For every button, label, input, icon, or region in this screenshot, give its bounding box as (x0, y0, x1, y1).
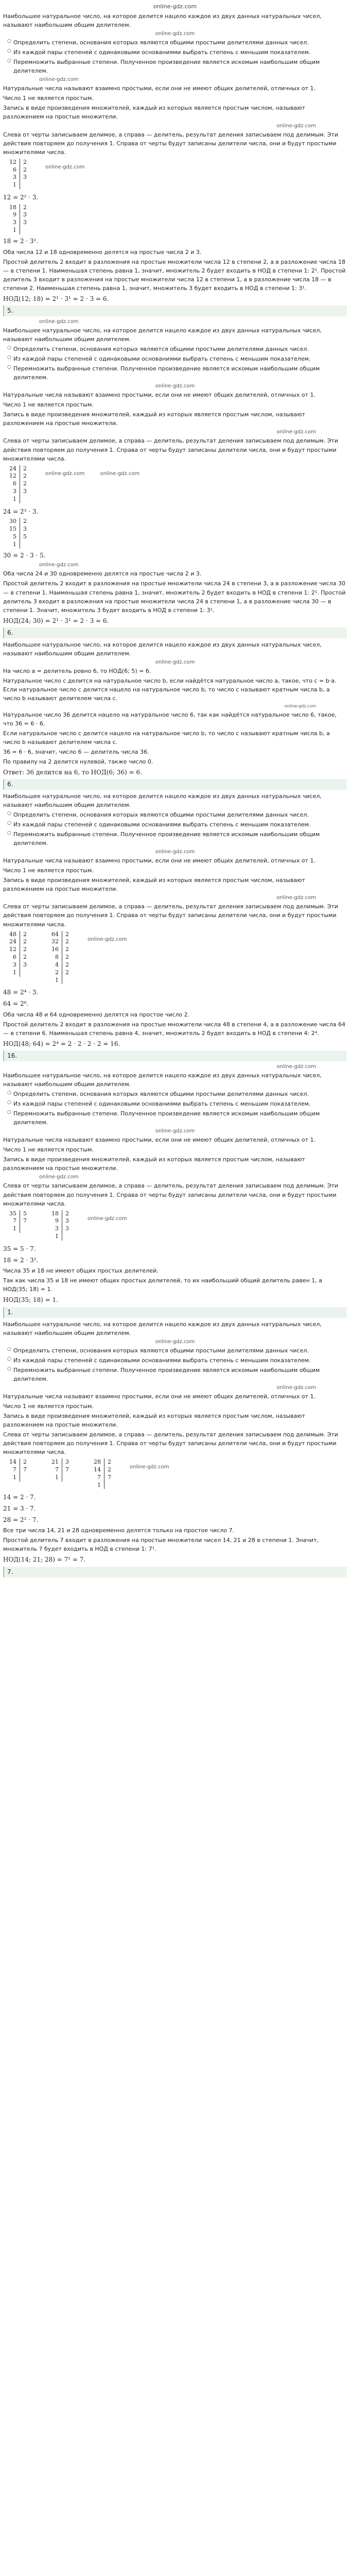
dividend-cell: 7 (48, 1466, 62, 1474)
gcd-steps-list (3, 1346, 347, 1383)
divisor-cell: 2 (23, 954, 27, 961)
divisor-cell: 3 (23, 219, 27, 226)
divisor-cell: 3 (23, 211, 27, 218)
gcd-step: ○ Из каждой пары степеней с одинаковыми основаниями выбрать степень с меньшим показателем. (7, 1356, 347, 1365)
factor-table-24 (6, 465, 30, 503)
watermark: online-gdz.com (276, 123, 316, 129)
gcd-steps-list (3, 810, 347, 848)
gcd-step: ○ Из каждой пары степеней с одинаковыми основаниями выбрать степень с меньшим показателем. (7, 1099, 347, 1108)
dividend-cell: 6 (6, 166, 20, 174)
expansion: 24 = 2³ · 3. (3, 507, 39, 515)
divisor-cell: 3 (23, 526, 27, 533)
answer-number: 16. (3, 1050, 347, 1061)
factorization-rule: Запись в виде произведения множителей, каждый из которых является простым числом, называют разложением на простые множители. (3, 877, 305, 893)
dividend-cell: 14 (6, 1459, 20, 1466)
solution-section-4 (3, 792, 347, 1048)
divisor-cell: 2 (23, 472, 27, 480)
watermark: online-gdz.com (87, 1215, 127, 1222)
divisor-cell: 3 (65, 1217, 69, 1225)
factor-table-12 (6, 159, 30, 189)
dividend-cell: 1 (6, 227, 20, 234)
expansion: 35 = 5 · 7. (3, 1245, 36, 1252)
line: Если натуральное число c делится нацело на натуральное число b, то число c называют кратным числа b, а число b называют делителем числа c. (3, 730, 330, 745)
dividend-cell: 3 (6, 219, 20, 227)
divisor-cell: 2 (65, 954, 69, 961)
factorization-rule: Запись в виде произведения множителей, каждый из которых является простым числом, называют разложением на простые множители. (3, 1156, 305, 1172)
site-brand[interactable]: online-gdz.com (153, 3, 197, 10)
gcd-definition: Наибольшее натуральное число, на которое делится нацело каждое из двух данных натуральных чисел, называют наибольшим общим делителем. (3, 641, 322, 657)
divisor-cell: 3 (23, 174, 27, 181)
dividend-cell: 16 (48, 946, 62, 954)
divisor-cell: 7 (23, 1217, 27, 1225)
explanation-detail: Простой делитель 7 входит в разложения на простые множители чисел 14, 21 и 28 в степени 1. Значит, множитель 7 будет входить в НОД в степени 1: 7¹. (3, 1537, 319, 1553)
coprime-section: Числа 35 и 18 не имеют общих простых делителей. (3, 1267, 159, 1275)
divisor-cell: 2 (23, 946, 27, 953)
watermark: online-gdz.com (100, 470, 140, 477)
watermark: online-gdz.com (39, 1174, 79, 1180)
dividend-cell: 1 (6, 1474, 20, 1482)
factor-table-28 (91, 1459, 114, 1489)
answer-number: 6. (3, 628, 347, 638)
divisor-cell: 2 (65, 938, 69, 945)
divisor-cell: 2 (23, 166, 27, 173)
divisor-cell: 3 (65, 1459, 69, 1466)
expansion: 18 = 2 · 3². (3, 238, 39, 245)
watermark: online-gdz.com (155, 849, 195, 855)
divisor-cell: 7 (108, 1473, 111, 1481)
dividend-cell: 7 (6, 1466, 20, 1474)
divisor-cell: 2 (23, 480, 27, 487)
expansion: 64 = 2⁶. (3, 1000, 29, 1008)
divisor-cell: 2 (23, 158, 27, 165)
dividend-cell: 24 (6, 938, 20, 946)
divisor-cell (20, 496, 30, 503)
factor-table-48 (6, 931, 30, 977)
divisor-cell: 2 (65, 969, 69, 976)
watermark: online-gdz.com (39, 562, 79, 568)
one-not-prime: Число 1 не является простым. (3, 95, 94, 102)
explanation: Оба числа 12 и 18 одновременно делятся на простые числа 2 и 3. (3, 248, 202, 256)
divisor-cell (20, 227, 30, 234)
coprime-definition: Натуральные числа называют взаимно простыми, если они не имеют общих делителей, отличных от 1. (3, 392, 316, 399)
expansion: 12 = 2² · 3. (3, 194, 39, 201)
gcd-steps-list (3, 1090, 347, 1127)
factor-table-30 (6, 518, 30, 548)
dividend-cell: 28 (91, 1459, 104, 1466)
one-not-prime: Число 1 не является простым. (3, 1146, 94, 1154)
divisor-cell: 7 (23, 1466, 27, 1473)
divisor-cell (20, 1474, 30, 1482)
divisor-cell: 3 (23, 961, 27, 968)
dividend-cell: 21 (48, 1459, 62, 1466)
zero-divisors: По правилу на 2 делится нулевой, также число 0. (3, 758, 153, 765)
result: НОД(14; 21; 28) = 7¹ = 7. (3, 1556, 86, 1564)
watermark: online-gdz.com (39, 77, 79, 83)
result: НОД(48; 64) = 2⁴ = 2 · 2 · 2 · 2 = 16. (3, 1040, 120, 1047)
dividend-cell: 6 (6, 954, 20, 961)
divisor-cell: 2 (65, 961, 69, 968)
gcd-step: ○ Перемножить выбранные степени. Полученное произведение является искомым наибольшим общим делителем. (7, 830, 347, 848)
expansion: 18 = 2 · 3². (3, 1256, 39, 1264)
explanation: Оба числа 24 и 30 одновременно делятся на простые числа 2 и 3. (3, 570, 202, 578)
watermark: online-gdz.com (276, 429, 316, 435)
dividend-cell: 3 (6, 488, 20, 496)
watermark: online-gdz.com (276, 1384, 316, 1391)
dividend-cell: 32 (48, 938, 62, 946)
divisor-cell: 7 (65, 1466, 69, 1473)
gcd-steps-list (3, 38, 347, 75)
solution-section-1 (3, 12, 347, 303)
divisor-cell: 2 (23, 1459, 27, 1466)
dividend-cell: 12 (6, 159, 20, 166)
dividend-cell: 1 (6, 1225, 20, 1233)
factor-table-18 (6, 204, 30, 234)
explanation-detail: Простой делитель 2 входит в разложения на простые множители числа 24 в степени 3, а в разложение числа 30 — в степени 1. Наименьшая степень равна 1, значит, множитель 2 будет входить в НОД в степени 1: 2¹. Простой делитель 3 входит в разложения на простые множители числа 24 в степени 1, а в разложение числа 30 — в степени 1. Значит, множитель 3 будет входить в НОД в степени 1: 3¹. (3, 580, 346, 614)
dividend-cell: 24 (6, 465, 20, 473)
watermark: online-gdz.com (155, 31, 195, 37)
answer-number: 1. (3, 1307, 347, 1318)
gcd-step: ○ Перемножить выбранные степени. Полученное произведение является искомым наибольшим общим делителем. (7, 364, 347, 382)
factor-tables (3, 1458, 347, 1491)
gcd-step: ○ Перемножить выбранные степени. Полученное произведение является искомым наибольшим общим делителем. (7, 1366, 347, 1383)
column-rule: Слева от черты записываем делимое, а справа — делитель, результат деления записываем под делимым. Эти действия повторяем до получения 1. Справа от черты будут записаны делители числа, они и будут простыми множителями числа. (3, 1431, 338, 1456)
gcd-definition: Наибольшее натуральное число, на которое делится нацело каждое из двух данных натуральных чисел, называют наибольшим общим делителем. (3, 327, 322, 343)
line: Натуральное число 36 делится нацело на натуральное число 6, так как найдётся натуральное число 6, такое, что 36 = 6 · 6. (3, 711, 337, 727)
divisor-cell: 5 (23, 1210, 27, 1217)
factor-tables (3, 464, 347, 505)
dividend-cell: 12 (6, 472, 20, 480)
watermark: online-gdz.com (284, 704, 316, 709)
gcd-definition: Наибольшее натуральное число, на которое делится нацело каждое из двух данных натуральных чисел, называют наибольшим общим делителем. (3, 13, 322, 29)
result: НОД(12; 18) = 2¹ · 3¹ = 2 · 3 = 6. (3, 295, 109, 302)
coprime-definition: Натуральные числа называют взаимно простыми, если они не имеют общих делителей, отличных от 1. (3, 1137, 316, 1144)
watermark: online-gdz.com (155, 383, 195, 389)
gcd-step: ○ Перемножить выбранные степени. Полученное произведение является искомым наибольшим общим делителем. (7, 58, 347, 75)
factorization-rule: Запись в виде произведения множителей, каждый из которых является простым числом, называют разложением на простые множители. (3, 105, 305, 121)
dividend-cell: 48 (6, 931, 20, 939)
divisor-cell (62, 977, 73, 985)
explanation: Оба числа 48 и 64 одновременно делятся на простое число 2. (3, 1011, 190, 1018)
watermark: online-gdz.com (155, 1128, 195, 1134)
factor-table-14 (6, 1459, 30, 1482)
divisor-cell: 2 (23, 518, 27, 525)
dividend-cell: 7 (91, 1474, 104, 1482)
coprime-definition: Натуральные числа называют взаимно простыми, если они не имеют общих делителей, отличных от 1. (3, 857, 316, 865)
dividend-cell: 18 (48, 1210, 62, 1218)
watermark: online-gdz.com (45, 470, 85, 477)
dividend-cell: 2 (48, 969, 62, 977)
factor-table-18 (48, 1210, 72, 1241)
factor-tables (3, 158, 347, 191)
coprime-definition: Натуральные числа называют взаимно простыми, если они не имеют общих делителей, отличных от 1. (3, 85, 316, 92)
divisor-cell: 2 (23, 938, 27, 945)
expansion: 14 = 2 · 7. (3, 1494, 36, 1501)
column-rule: Слева от черты записываем делимое, а справа — делитель, результат деления записываем под делимым. Эти действия повторяем до получения 1. Справа от черты будут записаны делители числа, они и будут простыми множителями числа. (3, 131, 338, 156)
divisor-cell: 2 (65, 1210, 69, 1217)
factor-tables (3, 1209, 347, 1243)
divisor-cell (20, 1225, 30, 1233)
divisor-cell: 5 (23, 533, 27, 540)
factor-tables (3, 930, 347, 987)
dividend-cell: 1 (91, 1482, 104, 1489)
watermark: online-gdz.com (130, 1464, 169, 1470)
solution-section-3 (3, 640, 347, 777)
dividend-cell: 9 (48, 1217, 62, 1225)
result: НОД(35; 18) = 1. (3, 1296, 58, 1304)
dividend-cell: 12 (6, 946, 20, 954)
dividend-cell: 64 (48, 931, 62, 939)
line: На число a = делитель ровно 6, то НОД(6; 5) = 6. (3, 667, 151, 674)
one-not-prime: Число 1 не является простым. (3, 867, 94, 874)
expansion: 48 = 2⁴ · 3. (3, 989, 39, 996)
divisor-cell (62, 1474, 73, 1482)
watermark: online-gdz.com (276, 1064, 316, 1070)
factorization-rule: Запись в виде произведения множителей, каждый из которых является простым числом, называют разложением на простые множители. (3, 1412, 305, 1428)
solution-section-5 (3, 1071, 347, 1305)
divisor-cell: 2 (108, 1459, 111, 1466)
solution-section-2 (3, 326, 347, 625)
dividend-cell: 9 (6, 211, 20, 219)
gcd-step: ○ Определить степени, основания которых являются общими простыми делителями данных чисел. (7, 810, 347, 819)
answer-number: 7. (3, 1567, 347, 1578)
answer-number: 5. (3, 306, 347, 316)
expansion: 21 = 3 · 7. (3, 1505, 36, 1513)
gcd-step: ○ Определить степени, основания которых являются общими простыми делителями данных чисел. (7, 38, 347, 47)
coprime-definition: Натуральные числа называют взаимно простыми, если они не имеют общих делителей, отличных от 1. (3, 1393, 316, 1400)
gcd-step: ○ Из каждой пары степеней с одинаковыми основаниями выбрать степень с меньшим показателем. (7, 48, 347, 57)
dividend-cell: 15 (6, 526, 20, 533)
solution-section-6 (3, 1320, 347, 1565)
watermark: online-gdz.com (155, 659, 195, 665)
dividend-cell: 8 (48, 954, 62, 961)
watermark: online-gdz.com (39, 319, 79, 325)
dividend-cell: 30 (6, 518, 20, 526)
gcd-step: ○ Из каждой пары степеней с одинаковыми основаниями выбрать степень с меньшим показателем. (7, 354, 347, 363)
dividend-cell: 1 (48, 1233, 62, 1241)
dividend-cell: 1 (6, 181, 20, 189)
gcd-steps-list (3, 345, 347, 382)
site-header (3, 2, 347, 11)
dividend-cell: 3 (6, 961, 20, 969)
factor-table-64 (48, 931, 72, 985)
column-rule: Слева от черты записываем делимое, а справа — делитель, результат деления записываем под делимым. Эти действия повторяем до получения 1. Справа от черты будут записаны делители числа, они и будут простыми множителями числа. (3, 1182, 338, 1207)
one-not-prime: Число 1 не является простым. (3, 1402, 94, 1410)
gcd-step: ○ Определить степени, основания которых являются общими простыми делителями данных чисел. (7, 1346, 347, 1355)
column-rule: Слева от черты записываем делимое, а справа — делитель, результат деления записываем под делимым. Эти действия повторяем до получения 1. Справа от черты будут записаны делители числа, они и будут простыми множителями числа. (3, 437, 338, 462)
divisor-cell: 3 (65, 1225, 69, 1232)
divisor-cell: 3 (23, 488, 27, 495)
watermark: online-gdz.com (87, 936, 127, 942)
divisor-cell (62, 1233, 73, 1241)
dividend-cell: 4 (48, 961, 62, 969)
factor-table-35 (6, 1210, 30, 1233)
factorization-rule: Запись в виде произведения множителей, каждый из которых является простым числом, называют разложением на простые множители. (3, 411, 305, 427)
watermark: online-gdz.com (45, 164, 85, 170)
explanation: Все три числа 14, 21 и 28 одновременно делятся только на простое число 7. (3, 1527, 234, 1534)
column-rule: Слева от черты записываем делимое, а справа — делитель, результат деления записываем под делимым. Эти действия повторяем до получения 1. Справа от черты будут записаны делители числа, они и будут простыми множителями числа. (3, 903, 338, 928)
divisor-cell: 2 (23, 930, 27, 938)
one-not-prime: Число 1 не является простым. (3, 401, 94, 409)
gcd-step: ○ Перемножить выбранные степени. Полученное произведение является искомым наибольшим общим делителем. (7, 1109, 347, 1127)
expansion: 28 = 2² · 7. (3, 1516, 39, 1523)
line: 36 = 6 · 6, значит, число 6 — делитель числа 36. (3, 748, 149, 755)
dividend-cell: 1 (48, 977, 62, 985)
result: Ответ: 36 делится на 6, то НОД(6; 36) = 6. (3, 768, 142, 776)
factor-table-21 (48, 1459, 72, 1482)
result: НОД(24; 30) = 2¹ · 3¹ = 2 · 3 = 6. (3, 617, 109, 624)
dividend-cell: 6 (6, 480, 20, 488)
divisor-cell (20, 969, 30, 977)
gcd-step: ○ Определить степени, основания которых являются общими простыми делителями данных чисел. (7, 345, 347, 353)
explanation-detail: Простой делитель 2 входит в разложения на простые множители числа 12 в степени 2, а в разложение числа 18 — в степени 1. Наименьшая степень равна 1, значит, множитель 2 будет входить в НОД в степени 1: 2¹. Простой делитель 3 входит в разложения на простые множители числа 12 в степени 1, а в разложение числа 18 — в степени 2. Наименьшая степень равна 1, значит, множитель 3 будет входить в НОД в степени 1: 3¹. (3, 258, 346, 292)
gcd-definition: Наибольшее натуральное число, на которое делится нацело каждое из двух данных натуральных чисел, называют наибольшим общим делителем. (3, 1072, 322, 1088)
dividend-cell: 7 (6, 1217, 20, 1225)
dividend-cell: 1 (48, 1474, 62, 1482)
divisor-cell (20, 541, 30, 549)
dividend-cell: 35 (6, 1210, 20, 1218)
divisor-cell: 2 (65, 946, 69, 953)
gcd-definition: Наибольшее натуральное число, на которое делится нацело каждое из двух данных натуральных чисел, называют наибольшим общим делителем. (3, 1320, 322, 1336)
answer-number: 6. (3, 779, 347, 790)
dividend-cell: 3 (6, 174, 20, 181)
dividend-cell: 1 (6, 496, 20, 503)
divisor-cell: 2 (108, 1466, 111, 1473)
gcd-step: ○ Определить степени, основания которых являются общими простыми делителями данных чисел. (7, 1090, 347, 1098)
dividend-cell: 1 (6, 541, 20, 549)
dividend-cell: 18 (6, 204, 20, 212)
dividend-cell: 14 (91, 1466, 104, 1474)
divisor-cell (104, 1482, 115, 1489)
coprime-result: Так как числа 35 и 18 не имеют общих простых делителей, то их наибольший общий делитель равен 1, а НОД(35; 18) = 1. (3, 1277, 322, 1293)
dividend-cell: 5 (6, 533, 20, 541)
explanation-detail: Простой делитель 2 входит в разложения на простые множители числа 48 в степени 4, а в разложение числа 64 — в степени 6. Наименьшая степень равна 4, значит, множитель 2 будет входить в НОД в степени 4: 2⁴. (3, 1021, 345, 1037)
divisor-cell: 2 (23, 465, 27, 472)
zero-rule: Натуральное число c делится на натуральное число b, если найдётся натуральное число a, такое, что c = b·a. Если натуральное число c делится нацело на натуральное число b, то число c называют кратным числа b, а число b называют делителем числа c. (3, 677, 337, 702)
divisor-cell (20, 181, 30, 189)
divisor-cell: 2 (65, 930, 69, 938)
gcd-step: ○ Из каждой пары степеней с одинаковыми основаниями выбрать степень с меньшим показателем. (7, 820, 347, 829)
dividend-cell: 3 (48, 1225, 62, 1233)
watermark: online-gdz.com (276, 895, 316, 901)
dividend-cell: 1 (6, 969, 20, 977)
gcd-definition: Наибольшее натуральное число, на которое делится нацело каждое из двух данных натуральных чисел, называют наибольшим общим делителем. (3, 792, 322, 809)
divisor-cell: 2 (23, 204, 27, 211)
expansion: 30 = 2 · 3 · 5. (3, 551, 46, 559)
watermark: online-gdz.com (155, 1338, 195, 1345)
